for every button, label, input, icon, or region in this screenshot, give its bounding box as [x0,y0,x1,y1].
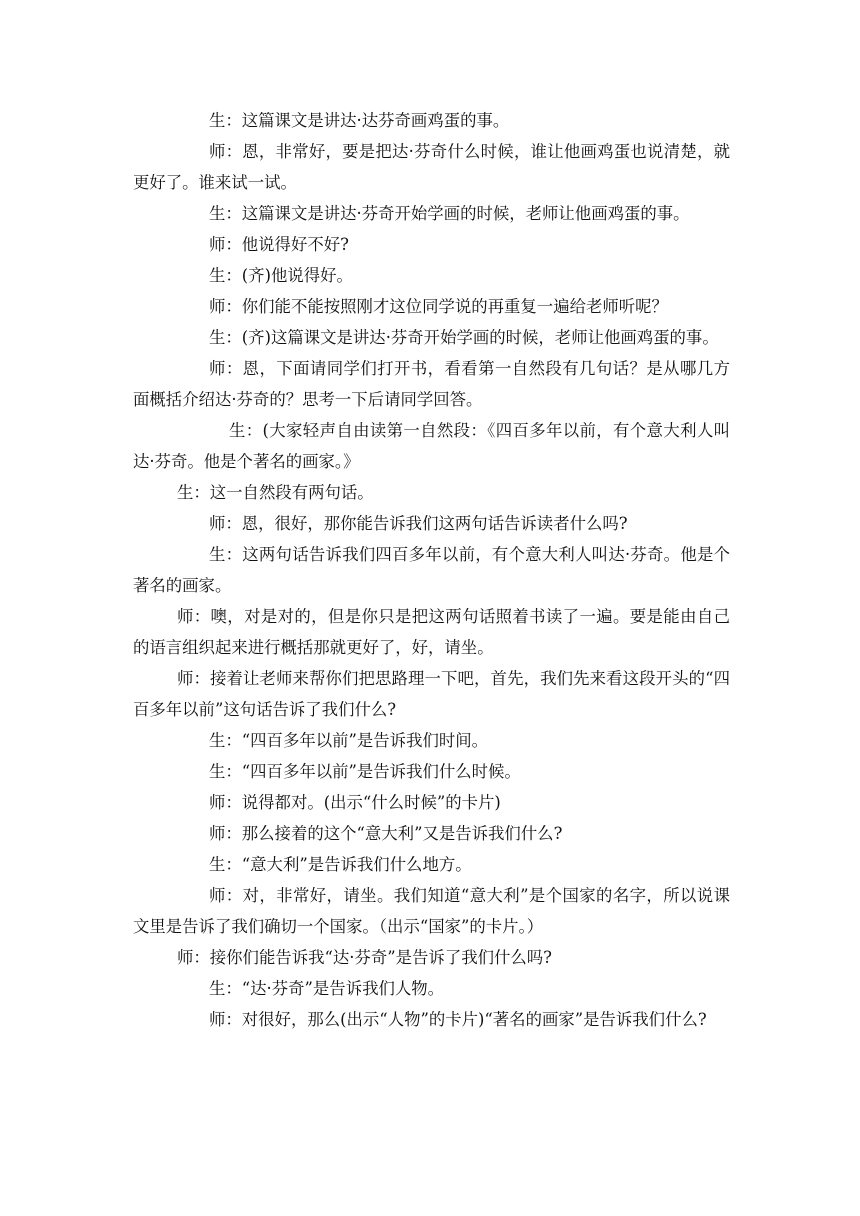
dialogue-paragraph: 师：恩，很好，那你能告诉我们这两句话告诉读者什么吗? [209,514,628,533]
dialogue-paragraph: 生：“达·芬奇”是告诉我们人物。 [209,979,445,998]
dialogue-paragraph: 师：对很好，那么(出示“人物”的卡片)“著名的画家”是告诉我们什么? [209,1010,707,1029]
document-body [133,105,730,1035]
dialogue-paragraph: 师：你们能不能按照刚才这位同学说的再重复一遍给老师听呢？ [209,297,668,316]
dialogue-paragraph: 师：恩，非常好，要是把达·芬奇什么时候，谁让他画鸡蛋也说清楚，就更好了。谁来试一试。 [133,142,730,192]
dialogue-paragraph: 生：这篇课文是讲达·芬奇开始学画的时候，老师让他画鸡蛋的事。 [209,204,690,223]
dialogue-paragraph: 师：那么接着的这个“意大利”又是告诉我们什么? [209,824,563,843]
dialogue-paragraph: 师：恩，下面请同学们打开书，看看第一自然段有几句话？是从哪几方面概括介绍达·芬奇的？思考一下后请同学回答。 [133,359,730,409]
dialogue-paragraph: 生：这篇课文是讲达·达芬奇画鸡蛋的事。 [209,111,510,130]
dialogue-paragraph: 师：对，非常好，请坐。我们知道“意大利”是个国家的名字，所以说课文里是告诉了我们确切一个国家。（出示“国家”的卡片。） [133,886,730,936]
dialogue-paragraph: 生：这两句话告诉我们四百多年以前，有个意大利人叫达·芬奇。他是个著名的画家。 [133,545,730,595]
dialogue-paragraph: 师：说得都对。(出示“什么时候”的卡片) [209,793,501,812]
dialogue-paragraph: 生：“四百多年以前”是告诉我们什么时候。 [209,762,521,781]
dialogue-paragraph: 生：(齐)这篇课文是讲达·芬奇开始学画的时候，老师让他画鸡蛋的事。 [209,328,719,347]
dialogue-paragraph: 师：接着让老师来帮你们把思路理一下吧，首先，我们先来看这段开头的“四百多年以前”这句话告诉了我们什么? [133,669,730,719]
dialogue-paragraph: 师：噢，对是对的，但是你只是把这两句话照着书读了一遍。要是能由自己的语言组织起来进行概括那就更好了，好，请坐。 [133,607,730,657]
dialogue-paragraph: 生：(齐)他说得好。 [209,266,353,285]
dialogue-paragraph: 生：(大家轻声自由读第一自然段：《四百多年以前，有个意大利人叫达·芬奇。他是个著名的画家。》 [133,421,730,471]
dialogue-paragraph: 师：他说得好不好? [209,235,349,254]
dialogue-paragraph: 生：“意大利”是告诉我们什么地方。 [209,855,472,874]
dialogue-paragraph: 生：“四百多年以前”是告诉我们时间。 [209,731,489,750]
dialogue-paragraph: 师：接你们能告诉我“达·芬奇”是告诉了我们什么吗? [177,948,552,967]
dialogue-paragraph: 生：这一自然段有两句话。 [177,483,374,502]
